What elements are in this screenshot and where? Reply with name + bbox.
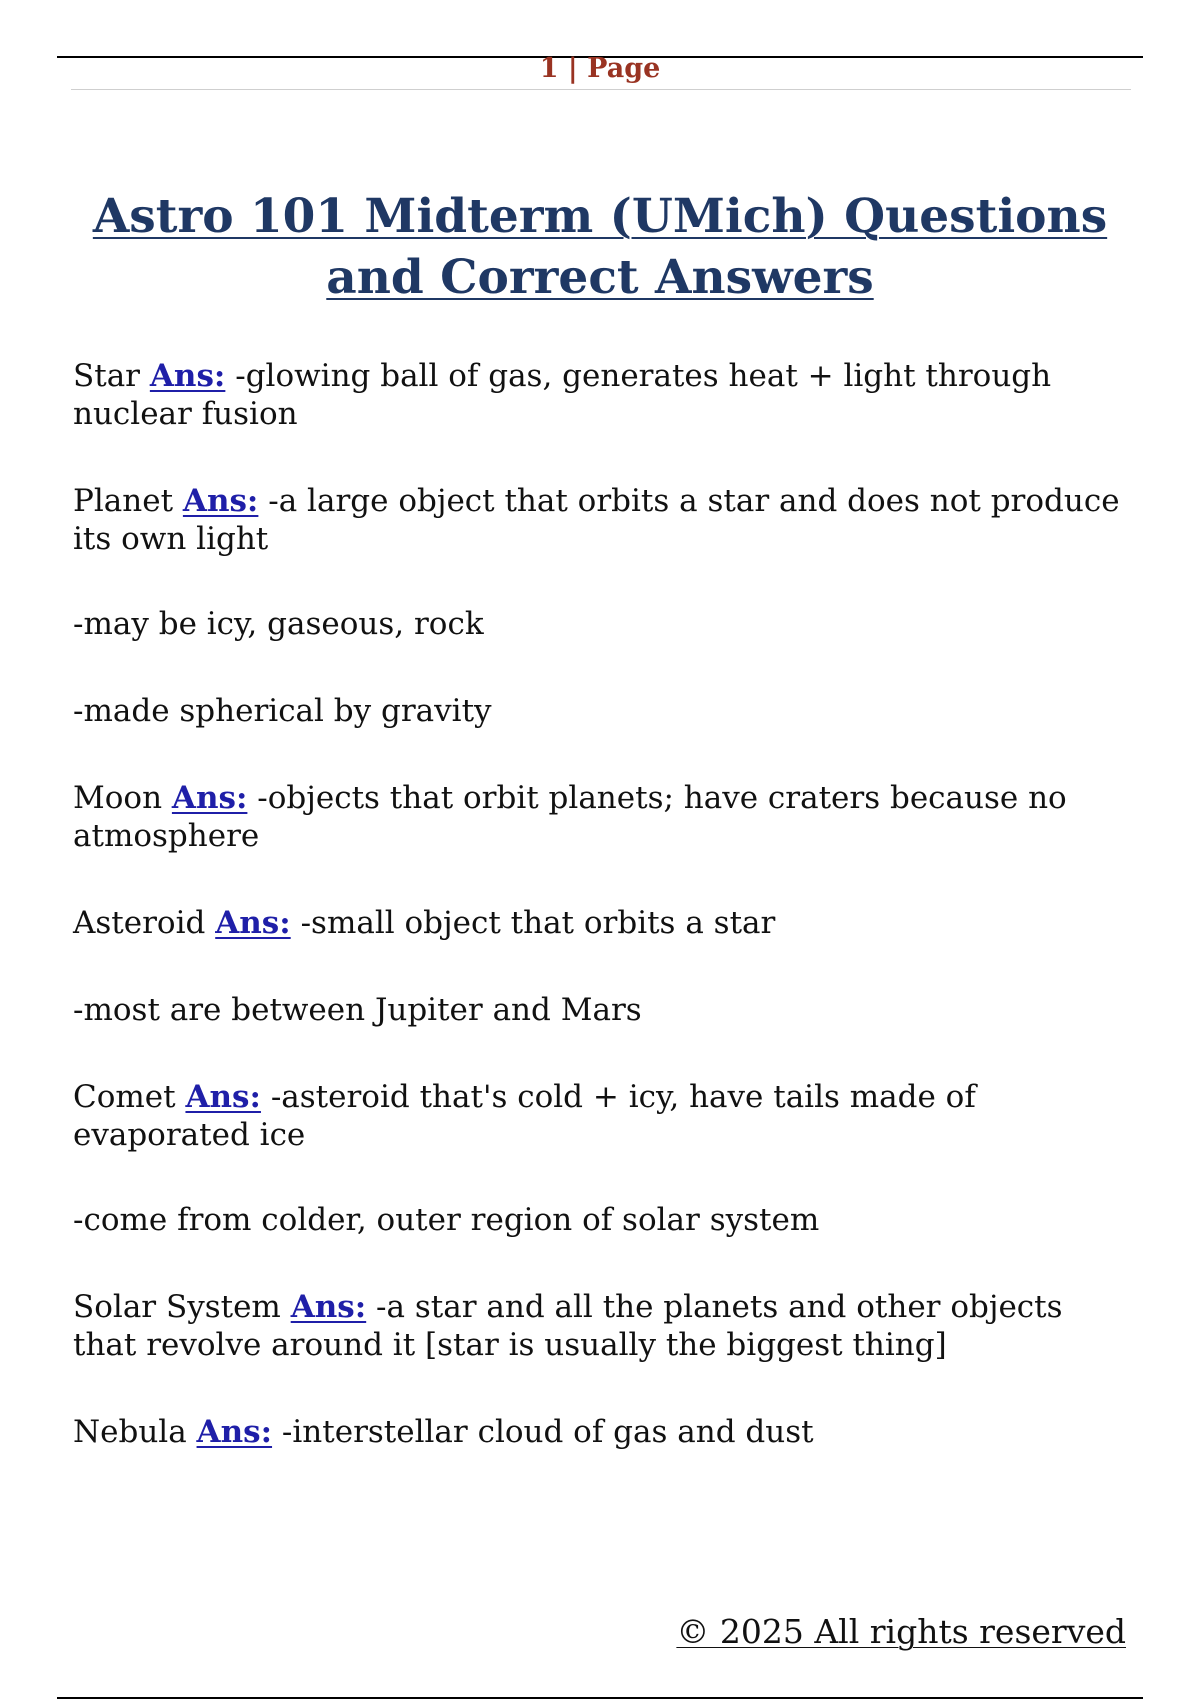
note-text: -come from colder, outer region of solar system <box>73 1202 820 1238</box>
qa-note-planet-shape <box>73 692 1133 730</box>
answer-text: -objects that orbit planets; have craters because no atmosphere <box>73 780 1067 854</box>
qa-entry-star <box>73 357 1133 433</box>
ans-link[interactable]: Ans: <box>196 1414 273 1450</box>
ans-link[interactable]: Ans: <box>185 1079 261 1115</box>
qa-entry-asteroid <box>73 904 1133 942</box>
term-label: Solar System <box>73 1289 281 1325</box>
note-text: -may be icy, gaseous, rock <box>73 606 484 642</box>
qa-entry-comet <box>73 1078 1133 1154</box>
term-label: Nebula <box>73 1414 187 1450</box>
document-title: Astro 101 Midterm (UMich) Questions and Correct Answers <box>92 189 1108 305</box>
page-number: 1 | Page <box>539 53 661 84</box>
bottom-rule <box>57 1697 1143 1699</box>
term-label: Comet <box>73 1079 176 1115</box>
ans-link[interactable]: Ans: <box>215 905 291 941</box>
term-label: Star <box>73 358 140 394</box>
ans-link[interactable]: Ans: <box>290 1289 367 1325</box>
answer-text: -glowing ball of gas, generates heat + light through nuclear fusion <box>73 358 1052 432</box>
qa-note-planet-composition <box>73 605 1133 643</box>
term-label: Planet <box>73 483 174 519</box>
ans-link[interactable]: Ans: <box>182 483 259 519</box>
qa-list <box>73 357 1133 1451</box>
answer-text: -small object that orbits a star <box>300 905 776 941</box>
copyright-footer: © 2025 All rights reserved <box>676 1612 1126 1651</box>
term-label: Moon <box>73 780 163 816</box>
qa-entry-moon <box>73 779 1133 855</box>
answer-text: -interstellar cloud of gas and dust <box>281 1414 814 1450</box>
note-text: -made spherical by gravity <box>73 693 492 729</box>
answer-text: -a star and all the planets and other objects that revolve around it [star is usually the biggest thing] <box>73 1289 1063 1363</box>
qa-entry-solar-system <box>73 1288 1133 1364</box>
ans-link[interactable]: Ans: <box>149 358 226 394</box>
qa-note-asteroid-location <box>73 991 1133 1029</box>
qa-entry-nebula <box>73 1413 1133 1451</box>
note-text: -most are between Jupiter and Mars <box>73 992 642 1028</box>
answer-text: -asteroid that's cold + icy, have tails made of evaporated ice <box>73 1079 976 1153</box>
term-label: Asteroid <box>73 905 206 941</box>
qa-note-comet-origin <box>73 1201 1133 1239</box>
qa-entry-planet <box>73 482 1133 558</box>
answer-text: -a large object that orbits a star and does not produce its own light <box>73 483 1120 557</box>
header-divider <box>71 89 1131 90</box>
ans-link[interactable]: Ans: <box>171 780 248 816</box>
